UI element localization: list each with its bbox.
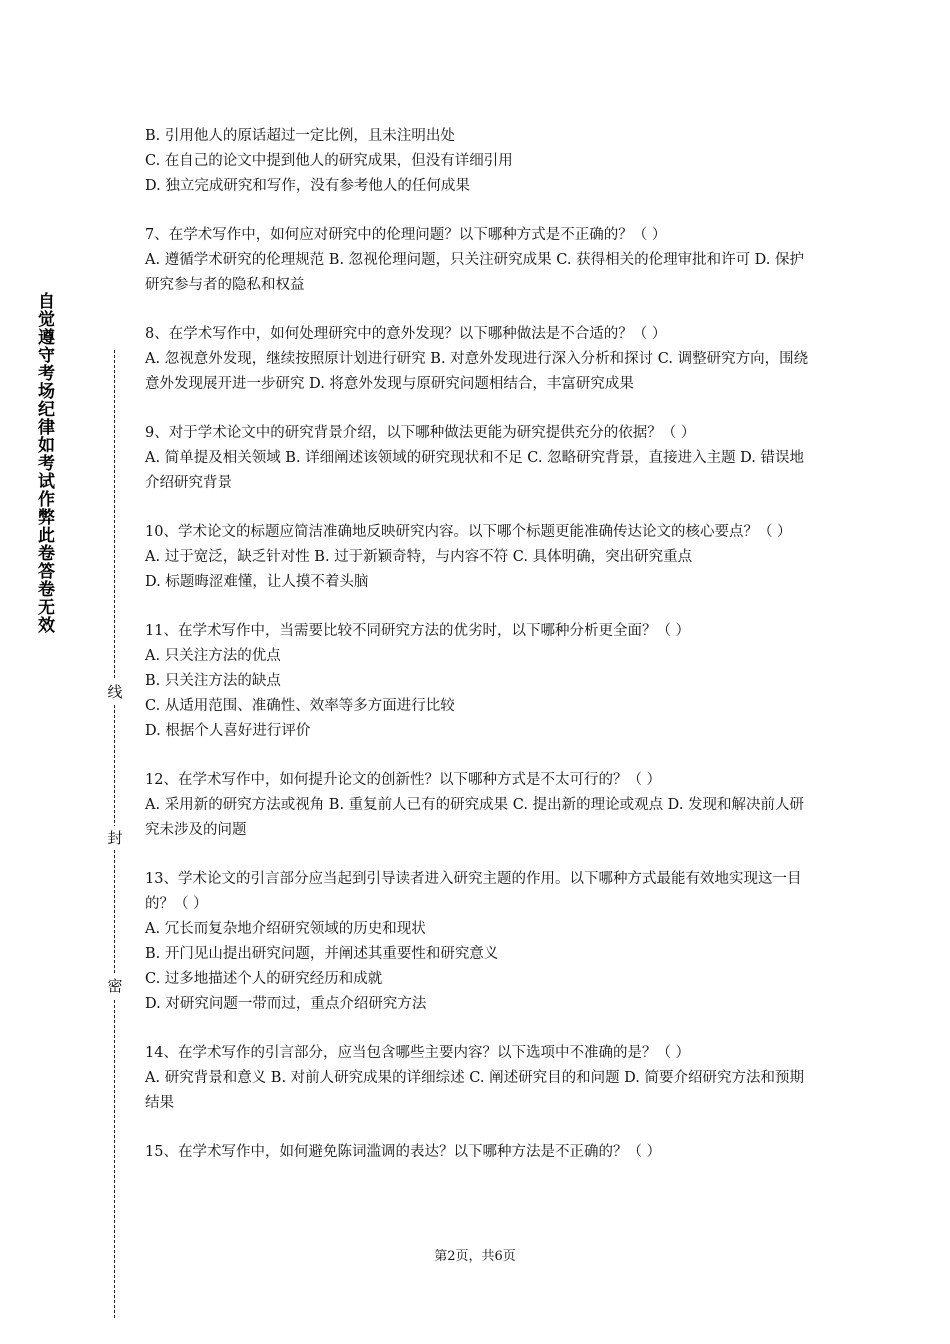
question-11 [145,619,810,744]
question-7 [145,223,810,298]
option-line: A. 冗长而复杂地介绍研究领域的历史和现状 [145,921,426,937]
question-stem: 11、在学术写作中，当需要比较不同研究方法的优劣时，以下哪种分析更全面？（ ） [145,623,691,639]
exam-discipline-warning: 自觉遵守考场纪律如考试作弊此卷答卷无效 [34,292,54,634]
option-line: A. 采用新的研究方法或视角 B. 重复前人已有的研究成果 C. 提出新的理论或观点 D. 发现和解决前人研究未涉及的问题 [145,797,805,838]
option-line: A. 研究背景和意义 B. 对前人研究成果的详细综述 C. 阐述研究目的和问题 D. 简要介绍研究方法和预期结果 [145,1070,805,1111]
question-15 [145,1140,810,1165]
option-line: A. 过于宽泛，缺乏针对性 B. 过于新颖奇特，与内容不符 C. 具体明确，突出研究重点 [145,549,693,565]
question-12 [145,768,810,843]
binding-mark-secret: 密 [106,974,124,998]
question-stem: 8、在学术写作中，如何处理研究中的意外发现？以下哪种做法是不合适的？（ ） [145,326,667,342]
question-14 [145,1041,810,1116]
option-line: B. 只关注方法的缺点 [145,673,281,689]
option-line: A. 遵循学术研究的伦理规范 B. 忽视伦理问题，只关注研究成果 C. 获得相关的伦理审批和许可 D. 保护研究参与者的隐私和权益 [145,252,805,293]
option-line: D. 独立完成研究和写作，没有参考他人的任何成果 [145,178,470,194]
question-stem: 7、在学术写作中，如何应对研究中的伦理问题？以下哪种方式是不正确的？（ ） [145,227,667,243]
question-stem: 14、在学术写作的引言部分，应当包含哪些主要内容？以下选项中不准确的是？（ ） [145,1045,691,1061]
question-stem: 15、在学术写作中，如何避免陈词滥调的表达？以下哪种方法是不正确的？（ ） [145,1144,662,1160]
question-10 [145,520,810,595]
option-line: D. 根据个人喜好进行评价 [145,723,311,739]
option-line: A. 忽视意外发现，继续按照原计划进行研究 B. 对意外发现进行深入分析和探讨 C. 调整研究方向，围绕意外发现展开进一步研究 D. 将意外发现与原研究问题相结合，丰富研究成果 [145,351,809,392]
binding-mark-seal: 封 [106,826,124,850]
question-6-continuation [145,124,810,199]
question-stem: 12、在学术写作中，如何提升论文的创新性？以下哪种方式是不太可行的？（ ） [145,772,662,788]
option-line: A. 只关注方法的优点 [145,648,281,664]
option-line: D. 对研究问题一带而过，重点介绍研究方法 [145,996,427,1012]
option-line: C. 在自己的论文中提到他人的研究成果，但没有详细引用 [145,153,513,169]
question-9 [145,421,810,496]
question-13 [145,867,810,1017]
question-stem: 9、对于学术论文中的研究背景介绍，以下哪种做法更能为研究提供充分的依据？（ ） [145,425,696,441]
option-line: B. 开门见山提出研究问题，并阐述其重要性和研究意义 [145,946,499,962]
option-line: C. 从适用范围、准确性、效率等多方面进行比较 [145,698,455,714]
option-line: C. 过多地描述个人的研究经历和成就 [145,971,383,987]
option-line: B. 引用他人的原话超过一定比例，且未注明出处 [145,128,455,144]
option-line: A. 简单提及相关领域 B. 详细阐述该领域的研究现状和不足 C. 忽略研究背景，直接进入主题 D. 错误地介绍研究背景 [145,450,805,491]
question-content [145,124,810,1189]
binding-mark-line: 线 [106,680,124,704]
question-stem: 13、学术论文的引言部分应当起到引导读者进入研究主题的作用。以下哪种方式最能有效地实现这一目的？（ ） [145,871,802,912]
option-line: D. 标题晦涩难懂，让人摸不着头脑 [145,574,369,590]
question-stem: 10、学术论文的标题应简洁准确地反映研究内容。以下哪个标题更能准确传达论文的核心要点？（ ） [145,524,792,540]
page-number-footer: 第2页，共6页 [434,1249,516,1264]
question-8 [145,322,810,397]
